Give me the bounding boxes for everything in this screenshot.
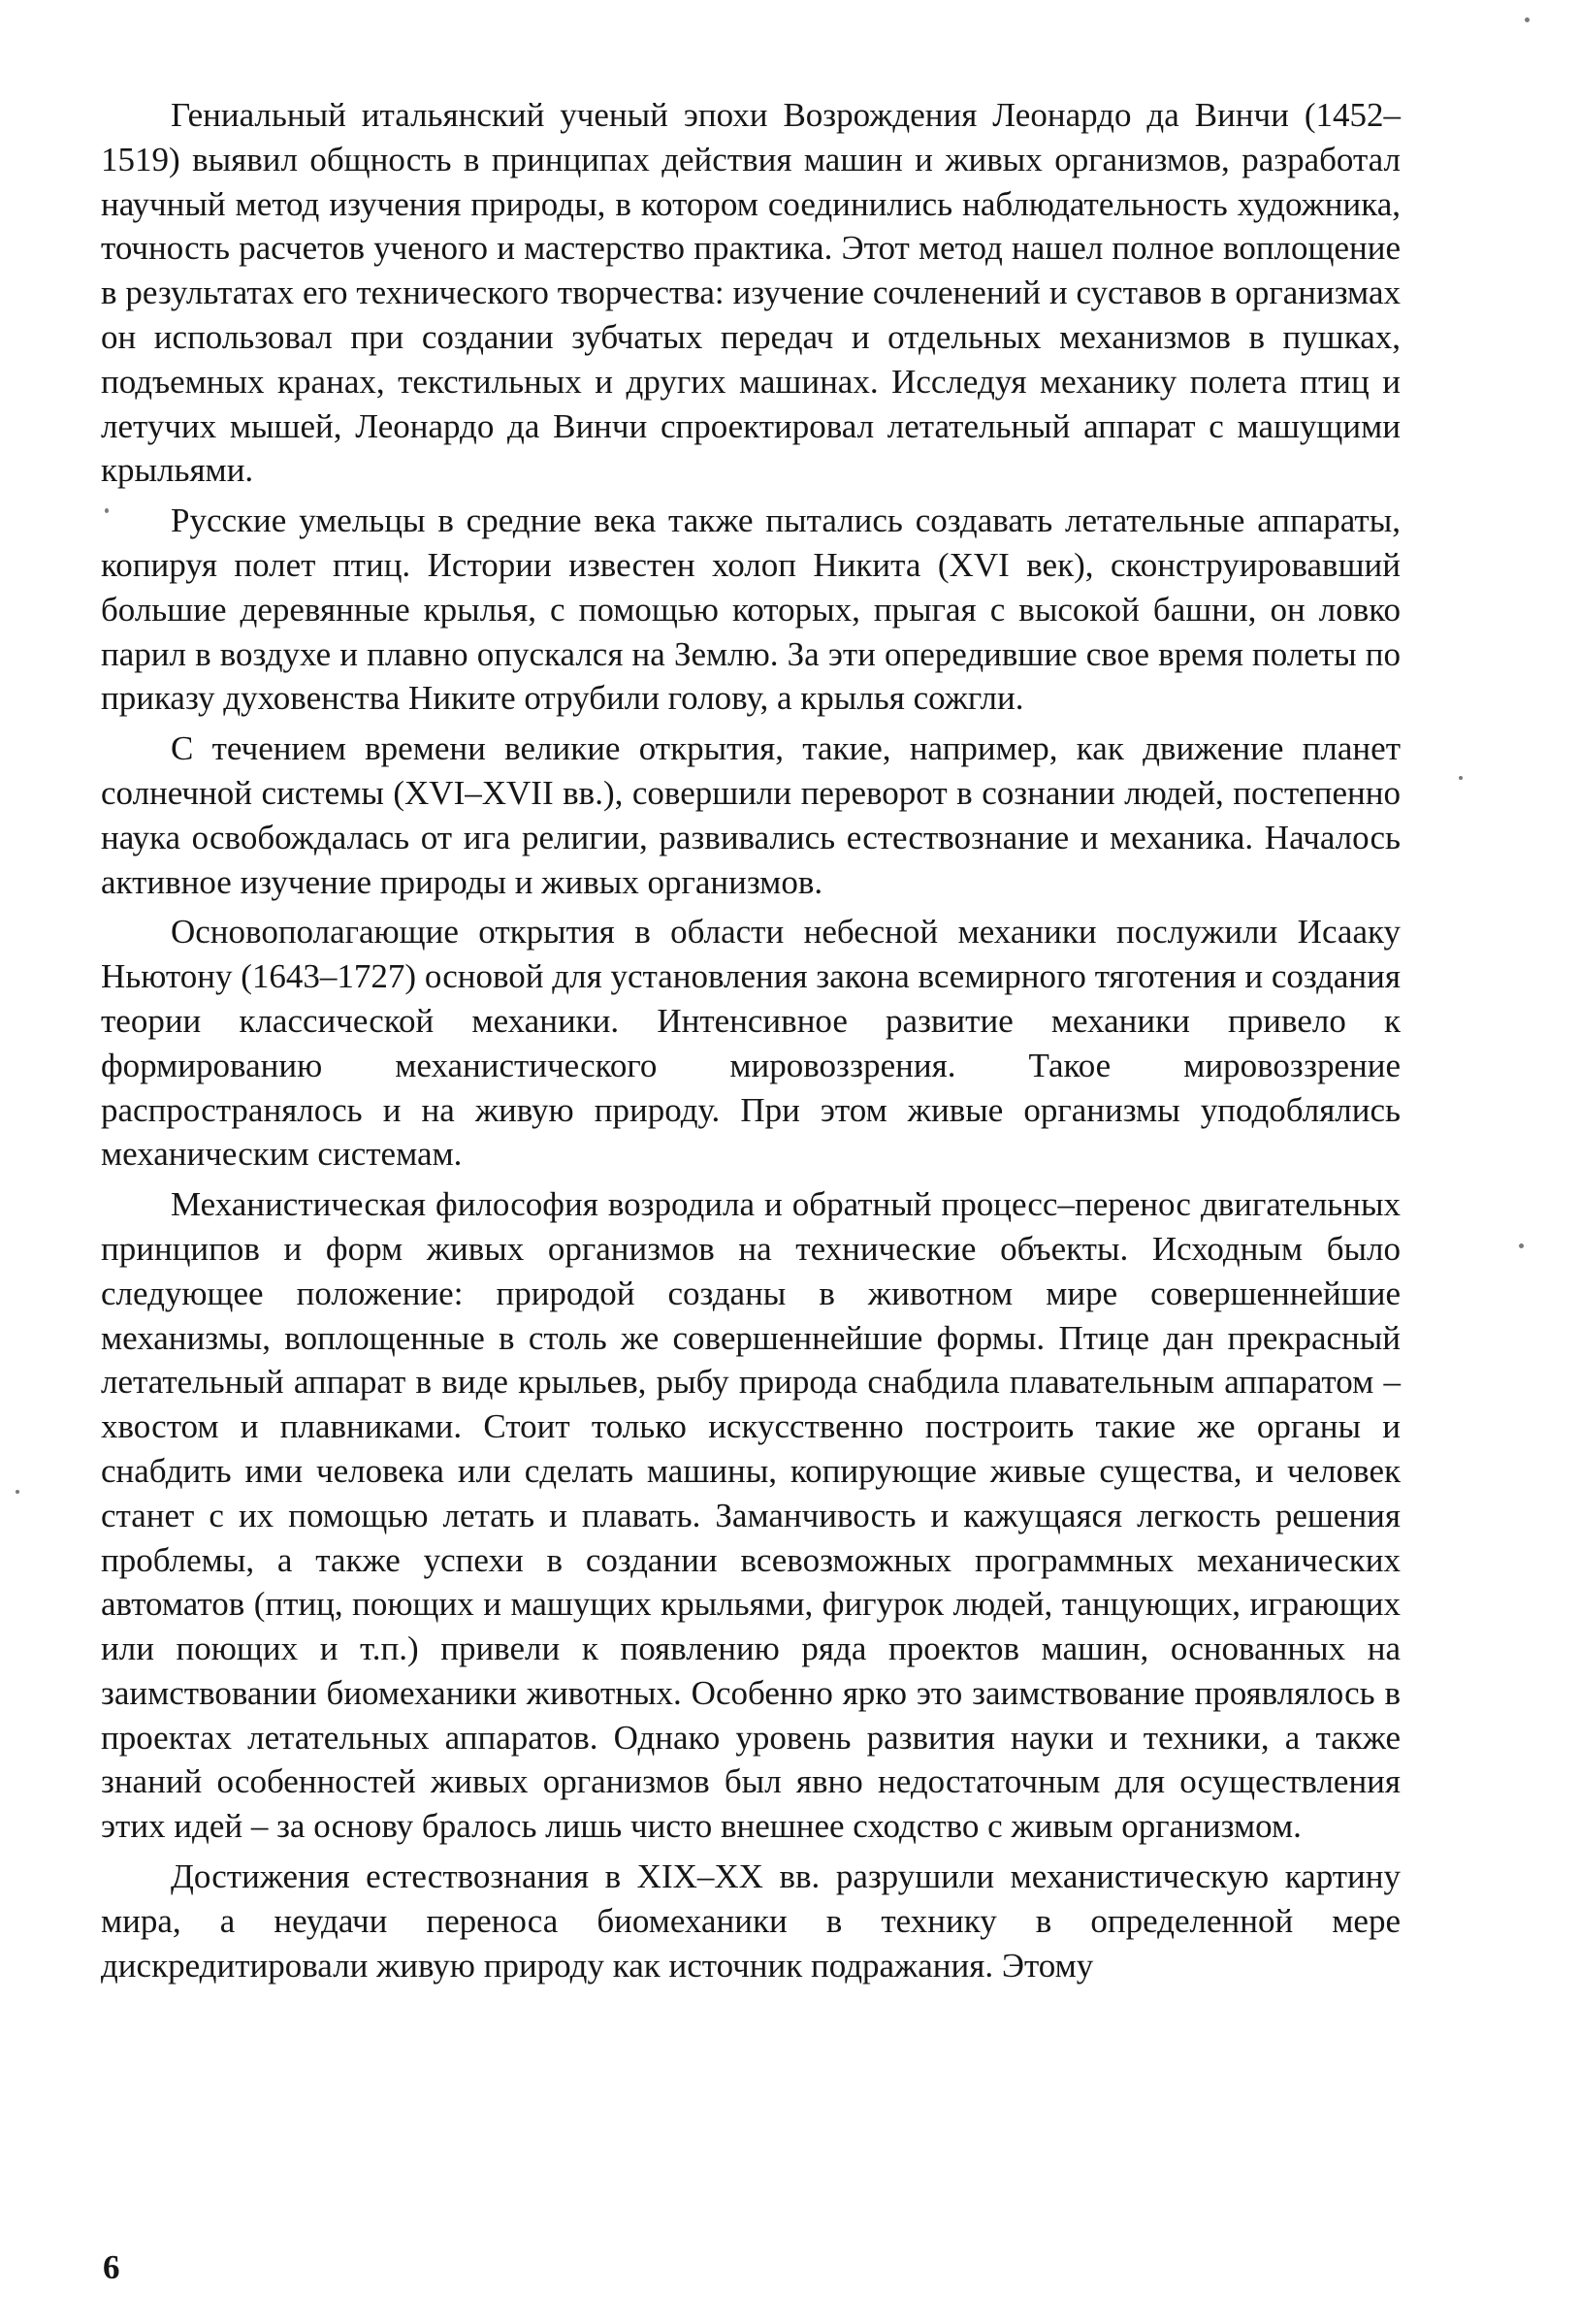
page-body [101, 93, 1401, 1993]
paragraph-leonardo: Гениальный итальянский ученый эпохи Возрождения Леонардо да Винчи (1452–1519) выявил общность в принципах действия машин и живых организмов, разработал научный метод изучения природы, в котором соединились наблюдательность художника, точность расчетов ученого и мастерство практика. Этот метод нашел полное воплощение в результатах его технического творчества: изучение сочленений и суставов в организмах он использовал при создании зубчатых передач и отдельных механизмов в пушках, подъемных кранах, текстильных и других машинах. Исследуя механику полета птиц и летучих мышей, Леонардо да Винчи спроектировал летательный аппарат с машущими крыльями. [101, 96, 1401, 490]
scan-speck [16, 1490, 19, 1494]
page-number: 6 [103, 2248, 120, 2286]
paragraph-newton: Основополагающие открытия в области небесной механики послужили Исааку Ньютону (1643–1727) основой для установления закона всемирного тяготения и создания теории классической механики. Интенсивное развитие механики привело к формированию механистического мировоззрения. Такое мировоззрение распространялось и на живую природу. При этом живые организмы уподоблялись механическим системам. [101, 913, 1401, 1174]
paragraph-mechanistic-philosophy: Механистическая философия возродила и обратный процесс–перенос двигательных принципов и форм живых организмов на технические объекты. Исходным было следующее положение: природой созданы в животном мире совершеннейшие механизмы, воплощенные в столь же совершеннейшие формы. Птице дан прекрасный летательный аппарат в виде крыльев, рыбу природа снабдила плавательным аппаратом – хвостом и плавниками. Стоит только искусственно построить такие же органы и снабдить ими человека или сделать машины, копирующие живые существа, и человек станет с их помощью летать и плавать. Заманчивость и кажущаяся легкость решения проблемы, а также успехи в создании всевозможных программных механических автоматов (птиц, поющих и машущих крыльями, фигурок людей, танцующих, играющих или поющих и т.п.) привели к появлению ряда проектов машин, основанных на заимствовании биомеханики животных. Особенно ярко это заимствование проявлялось в проектах летательных аппаратов. Однако уровень развития науки и техники, а также знаний особенностей живых организмов был явно недостаточным для осуществления этих идей – за основу бралось лишь чисто внешнее сходство с живым организмом. [101, 1185, 1401, 1846]
paragraph-discoveries: С течением времени великие открытия, такие, например, как движение планет солнечной системы (XVI–XVII вв.), совершили переворот в сознании людей, постепенно наука освобождалась от ига религии, развивались естествознание и механика. Началось активное изучение природы и живых организмов. [101, 729, 1401, 901]
scan-speck [1459, 776, 1463, 780]
scan-speck [1525, 17, 1530, 22]
paragraph-natural-science: Достижения естествознания в XIX–XX вв. разрушили механистическую картину мира, а неудачи переноса биомеханики в технику в определенной мере дискредитировали живую природу как источник подражания. Этому [101, 1857, 1401, 1985]
scan-speck [105, 508, 109, 513]
scan-speck [1519, 1243, 1524, 1248]
paragraph-nikita: Русские умельцы в средние века также пытались создавать летательные аппараты, копируя полет птиц. Истории известен холоп Никита (XVI век), сконструировавший большие деревянные крылья, с помощью которых, прыгая с высокой башни, он ловко парил в воздухе и плавно опускался на Землю. За эти опередившие свое время полеты по приказу духовенства Никите отрубили голову, а крылья сожгли. [101, 501, 1401, 718]
